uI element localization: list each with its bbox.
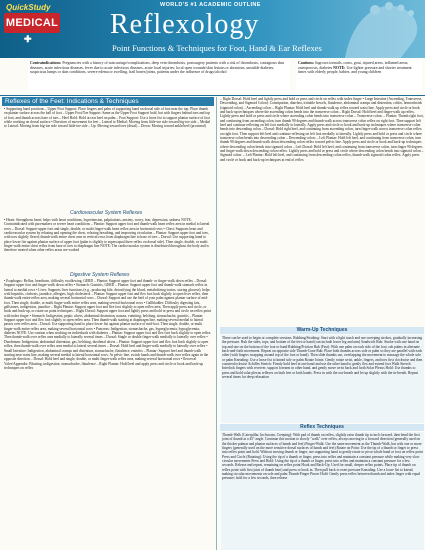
warmup-box	[221, 335, 424, 423]
column-divider	[216, 97, 217, 550]
cautions-text: Ingrown toenails, corns, gout, injured areas, inflamed areas, osteoporosis, diabetes	[298, 61, 409, 70]
note-text: Use lighter pressure and shorter treatment times with elderly people, babies, and young children	[298, 65, 412, 75]
digestive-text	[4, 279, 212, 550]
large-intestine-paragraph: – Right Dorsal: Hold heel and lightly press and hold or press and circle on reflex with index finger • Large Intestine (Ascending, Transverse, Descending, and Sigmoid Colon): Constipation, diarrhea, irritable bowels, flatulence, abdominal cramps and distention, colitis, hemorrhoids (sigmoid colon) – Ascending colon: – Right Plantar: Hold heel and thumb-walk up reflex toward waist line. Apply press and circle or hook and back-up techniques where the ascending colon bends into the transverse colon – Right Dorsal: Hold heel and finger-walk up reflex. Lightly press and hold or press and circle where ascending colon bends into transverse colon – Transverse colon: – Plantar: Thumb right foot, and continuing from ascending colon, turn thumb 90 degrees and thumb-walk across transverse colon reflex on right foot. Then support left heel and continue reflexing on left foot medially to laterally. Apply press and circle or hook and back-up techniques where transverse colon bends into descending colon – Dorsal: Hold right heel, and continuing from ascending colon, turn finger-walk across transverse colon reflex on right foot. Then support left heel and continue reflexing on left foot medially to laterally. Lightly press and hold or press and circle where transverse colon bends into descending colon – Descending colon: – Left Plantar: Hold left heel, and continuing from transverse colon, turn thumb 90 degrees and thumb-walk down descending colon reflex toward pelvic line. Apply press and circle or hook and back-up techniques where descending colon bends into sigmoid colon – Left Dorsal: Hold left heel, and continuing from transverse colon, turn finger 90 degrees and finger-walk down descending colon reflex. Lightly press and hold or press and circle where descending colon bends into sigmoid colon – Sigmoid colon: – Left Plantar: Hold left heel, and continuing from descending colon reflex, thumb-walk sigmoid colon reflex. Apply press and circle or hook and back-up techniques at end of reflex	[220, 97, 424, 162]
cautions-box	[296, 60, 422, 92]
cautions-label: Cautions:	[298, 61, 315, 65]
warmup-paragraph: These can be used to begin or complete sessions. Rubbing/Stroking: Start with a light touch and use sweeping strokes, gradually increasing the pressure. Rub the sides, tops, and bottom of the feet or hand (can include lower leg and arm) Sandwich Rub: Stroke with one hand on top and one on the bottom of the foot or hand Rubbing/Friction Rub (Fast): With one palm on each side of the foot, rub palms in alternate back-and-forth movement. Repeat on opposite side Thumb-Cone Rub: Place both thumbs across sole or palm so they are parallel with each other (with fingers wrapping around top of the foot or hand). Then slide thumbs out, overlapping the movement to massage the whole sole or palm Kneading: Use a loose fist to knead sole or palm Rotate Joints: Gently rotate wrist, ankle, fingers, and toes first clockwise and then counterclockwise Achilles Stretch: Firmly hold heel in one hand and use the other hand to gently flex and extend foot Walk Stretch: Interlock fingers with receiver, support forearm in other hand, and gently move wrist back and forth Solar Plexus Hold: Use thumbs to press and hold solar plexus reflexes on both feet or both hands. Press in with the out-breath and let up slightly with the in-breath. Repeat several times for deep relaxation	[222, 336, 423, 380]
cardio-paragraph: • Heart: Strengthens heart; helps with heart conditions, hypertension, palpitations, anxiety, worry, fear, depression, sadness NOTE: Contraindicated with pacemakers or severe heart conditions – Plantar: Support upper foot and thumb-walk heart reflex area in medial to lateral rows – Dorsal: Support upper foot and single, double, or multi finger-walk heart reflex area in horizontal rows • Chest: Supports heart and cardiovascular system by relaxing and opening the chest, relaxing breathing, and improving circulation – Plantar: Support upper foot and toes, with toes slightly flexed; thumb-walk entire chest area in vertical rows from diaphragm line to base of toes – Dorsal: Use supporting hand to place lower fist against plantar surface of upper foot (palm is slightly to supercapsal three reflex on dorsal side). Then single, double, or multi finger-walk entire chest reflex from base of toes to diaphragm line NOTE: The cardiovascular system is distributed throughout the body and is therefore treated when other reflex areas are worked	[4, 218, 210, 253]
page-title: Reflexology	[110, 9, 260, 40]
feet-intro-text	[4, 107, 212, 210]
brand-quickstudy: QuickStudy	[6, 3, 51, 12]
section-heading-feet: Reflexes of the Feet: Indications & Techniques	[2, 97, 214, 106]
digestive-heading: Digestive System Reflexes	[70, 272, 130, 278]
feet-intro-paragraph: • Supporting hand positions – Upper Foot Support: Place fingers and palm of supporting hand on dorsal side of foot near the top. Place thumb on plantar surface across the ball of foot – Upper Foot/Toe Support: Same as the Upper Foot Support hold, but with fingers behind toes and top of foot, and thumb across base of toes – Heel Hold: Hold at rear heel on palm – Foot Support: Use a loose fist to support plantar surface of foot while working on dorsal surface • Direction of movement for feet – Lateral to Medial: Moving from little-toe side toward big-toe side – Medial to Lateral: Moving from big-toe side toward little-toe side – Up: Moving toward toes (distal) – Down: Moving toward ankle/heel (proximal)	[4, 107, 211, 129]
brand-logo	[4, 3, 62, 43]
contraindications-box	[28, 60, 290, 92]
reflex-techniques-box	[221, 432, 424, 550]
brand-medical: MEDICAL	[4, 13, 60, 33]
reflex-techniques-heading: Reflex Techniques	[220, 424, 424, 431]
header-banner	[0, 0, 425, 58]
tagline: WORLD'S #1 ACADEMIC OUTLINE	[160, 2, 261, 8]
contraindications-text: Pregnancies with a history of miscarriage/complications, deep vein thrombosis, postsurgery patients with a risk of thrombosis, contagious skin diseases, acute infectious diseases, fever due to acute infectious diseases, acute local injuries; local open wounds/skin lesions or abrasions, unstable diabetes, suspicious lumps or skin conditions, severe edema or swelling, frail bones/joints, patients under the influence of drugs/alcohol	[30, 61, 285, 75]
medical-cross-icon: ✚	[24, 34, 32, 44]
reflex-techniques-paragraph: Thumb-Walk (Caterpillar, Inchworm, Creeping): With pad of thumb on reflex, slightly raise thumb tip to inch forward, then bend the first joint of thumb at a 45° angle. Continue this motion to slowly "walk" over reflex, always moving in a forward direction (generally used on the thicker palmar and plantar surfaces of hands and feet) Finger-Walk: Use the same movement as the Thumb-Walk, but with one or more fingers (generally used on the more sensitive dorsal surfaces of hands and feet) Rotate on Point: Use the tip of a thumb or finger to press into reflex point and hold. Without moving thumb or finger, use supporting hand to gently rotate or pivot whole hand or foot on reflex point Press and Circle (Rotating): Using the tip of a thumb or finger, press into reflex and maintain a constant pressure while making very slow circular movements Press and Hold: Using the tip of a thumb or finger, press into reflex and maintain a constant pressure for a few seconds. Release and repeat, remaining on reflex point Hook and Back-Up: Used for small, deeper reflex points. Place tip of thumb on reflex point with first joint of thumb bent) and press or hook in. Then pull back to exert pressure Kneading: Use a loose fist to knead, making circular movements on sole and palm Thumb-Finger Pincer Hold: Gently press reflex between thumb and index finger with equal pressure; hold for a few seconds, then release	[222, 433, 423, 481]
warmup-heading: Warm-Up Techniques	[220, 327, 424, 334]
foot-illustration-icon	[305, 0, 425, 58]
cardio-heading: Cardiovascular System Reflexes	[70, 210, 143, 216]
header-divider	[0, 95, 425, 96]
note-label: NOTE:	[333, 65, 346, 70]
large-intestine-text	[220, 97, 424, 325]
page-subtitle: Point Functions & Techniques for Foot, Hand & Ear Reflexes	[112, 43, 322, 53]
digestive-paragraph: • Esophagus: Reflux, heartburn, difficulty swallowing, GERD – Plantar: Support upper foot and thumb- or finger-walk down reflex – Dorsal: Support upper foot and finger-walk down reflex • Stomach: Gastritis, GERD – Plantar: Support upper foot and thumb-walk stomach reflex in lateral to medial rows • Liver: Supports liver functions (e.g., producing bile, detoxifying the blood, metabolizing toxins, storing glucose); helps with hepatitis, cirrhosis, jaundice, allergies, high cholesterol – Plantar: Support upper foot and flex foot back slightly to open liver reflex, then thumb-walk entire reflex area, making several horizontal rows – Dorsal: Support and use the heel of your palm against plantar surface of mid-foot. Then single, double, or multi finger-walk entire reflex area, making several horizontal rows • Gallbladder: Difficulty digesting fats, gallstones, indigestion, jaundice – Right Plantar: Support upper foot and flex foot slightly to open reflex area. Then apply press and circle, or hook and back-up, or rotate on point techniques – Right Dorsal: Support upper foot and lightly press and hold or press and circle on reflex point with index finger • Stomach: Indigestion, peptic ulcers, abdominal distention, nausea, vomiting, belching, stomachache, gastritis – Plantar: Support upper foot and flex foot slightly to open reflex area. Then thumb-walk starting at diaphragm line, making several medial to lateral passes over reflex area – Dorsal: Use supporting hand to place lower fist against plantar surface of mid-foot. Then single, double, or multi finger-walk entire reflex area, making several horizontal rows • Pancreas: Indigestion, stomachache, gas, hyperglycemia, hypoglycemia, diabetes NOTE: Use caution when working on individuals with diabetes – Plantar: Support upper foot and flex foot back slightly to open reflex. Then thumb-walk over reflex area medially to laterally several times – Dorsal: Single or double finger-walk medially to laterally over reflex • Duodenum: Indigestion, abdominal distention, gas, belching, duodenal ulcers – Plantar: Support upper foot and flex foot back slightly to open reflex, then thumb-walk over reflex area medial to lateral several times – Dorsal: Hold heel and finger-walk medially to laterally over reflex • Small Intestine: Indigestion, abdominal cramps and distention, stomachache, flatulence, enteritis – Plantar: Support heel and thumb-walk starting near waist line, making several medial to lateral horizontal rows. At pelvic line, switch hands and thumb-walk over reflex again in the opposite direction – Dorsal: Hold heel and single, double, or multi finger-walk reflex area, making several horizontal rows • Ileocecal Valve/Appendix: Bloating, indigestion, stomachache, flatulence – Right Plantar: Hold heel and apply press and circle or hook and back-up techniques on reflex	[4, 279, 212, 370]
cardio-text	[4, 218, 212, 274]
contraindications-label: Contraindications:	[30, 61, 62, 65]
